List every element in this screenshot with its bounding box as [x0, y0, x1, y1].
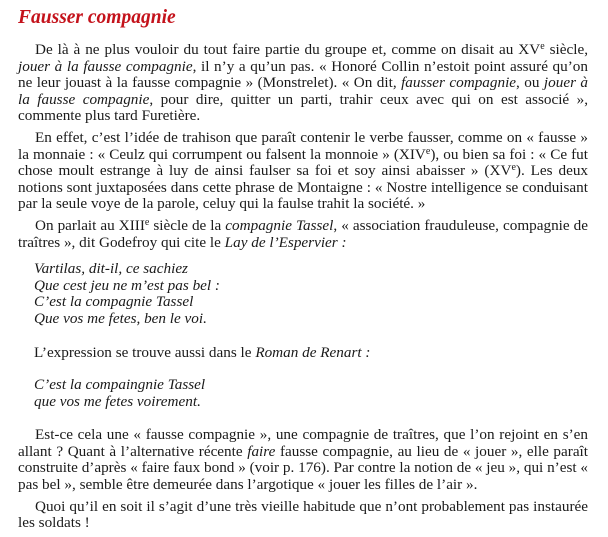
- p1-text-f: , ou: [516, 74, 544, 92]
- p3-text-d: , « association frauduleuse, compagnie de traîtres », dit Godefroy qui cite le: [18, 216, 588, 251]
- paragraph-2: [18, 130, 588, 213]
- paragraph-1: [18, 42, 588, 125]
- verse-line: Que cest jeu ne m’est pas bel :: [34, 276, 220, 294]
- p3-italic-e: Lay de l’Espervier :: [224, 233, 347, 251]
- verse-quote-1: [34, 261, 588, 327]
- verse-line: C’est la compagnie Tassel: [34, 293, 194, 311]
- verse-intro: [34, 345, 588, 362]
- intro-text-a: L’expression se trouve aussi dans le: [34, 343, 256, 361]
- p4-text-c: fausse compagnie, au lieu de « jouer », elle paraît construite d’après « faire faux bond » (voir p. 176). Par contre la notion de « jeu », qui n’est « pas bel », semble être demeurée dans l’argotique « jouer les filles de l’air ».: [18, 442, 588, 494]
- paragraph-5: Quoi qu’il en soit il s’agit d’une très vieille habitude que n’ont probablement pas instaurée les soldats !: [18, 497, 588, 532]
- p1-italic-e: fausser compagnie: [401, 74, 517, 92]
- paragraph-4: [18, 427, 588, 493]
- p3-text-a: On parlait au XIII: [35, 216, 145, 234]
- p3-text-b: siècle de la: [149, 216, 226, 234]
- p2-text-c: ). Les deux notions sont juxtaposées dans cette phrase de Montaigne : « Nostre intelligence se conduisant par la seule voye de la parole, celuy qui la faulse trahit la société. »: [18, 162, 589, 213]
- p3-century-sup: e: [144, 216, 150, 228]
- verse-line: que vos me fetes voirement.: [34, 392, 201, 410]
- p2-text-b: ), ou bien sa foi : « Ce fut chose moult estrange à luy de ainsi faulser sa foi et soy ainsi abaisser » (XV: [18, 145, 588, 180]
- verse-quote-2: [34, 377, 588, 410]
- p3-italic-c: compagnie Tassel: [225, 216, 334, 234]
- p1-italic-g: jouer à la fausse compagnie: [18, 74, 589, 108]
- p1-text-b: siècle,: [544, 41, 588, 58]
- p2-century-sup-a: e: [425, 145, 431, 157]
- verse-line: Que vos me fetes, ben le voi.: [34, 309, 207, 327]
- p2-text-a: En effet, c’est l’idée de trahison que paraît contenir le verbe fausser, comme on « fausse » la monnaie : « Ceulz qui corrumpent ou falsent la monnoie » (XIV: [18, 128, 588, 163]
- p4-text-a: Est-ce cela une « fausse compagnie », une compagnie de traîtres, que l’on rejoint en s’en allant ? Quant à l’alternative récente: [18, 426, 588, 460]
- p1-text-h: , pour dire, quitter un parti, trahir ceux avec qui on est associé », commente plus tard Furetière.: [18, 90, 589, 125]
- intro-italic-b: Roman de Renart :: [255, 343, 371, 361]
- p1-century-sup: e: [540, 41, 545, 52]
- p1-italic-c: jouer à la fausse compagnie: [18, 57, 193, 75]
- verse-line: Vartilas, dit-il, ce sachiez: [34, 260, 188, 278]
- p2-century-sup-b: e: [511, 162, 516, 174]
- verse-line: C’est la compaingnie Tassel: [34, 376, 206, 394]
- section-title: Fausser compagnie: [18, 7, 176, 28]
- p1-text-a: De là à ne plus vouloir du tout faire partie du groupe et, comme on disait au XV: [35, 41, 541, 58]
- p1-text-d: , il n’y a qu’un pas. « Honoré Collin n’estoit point assuré qu’on ne leur jouast à la fausse compagnie » (Monstrelet). « On dit,: [18, 57, 588, 92]
- paragraph-3: [18, 218, 588, 251]
- p4-italic-b: faire: [247, 442, 276, 460]
- document-page: [18, 6, 588, 537]
